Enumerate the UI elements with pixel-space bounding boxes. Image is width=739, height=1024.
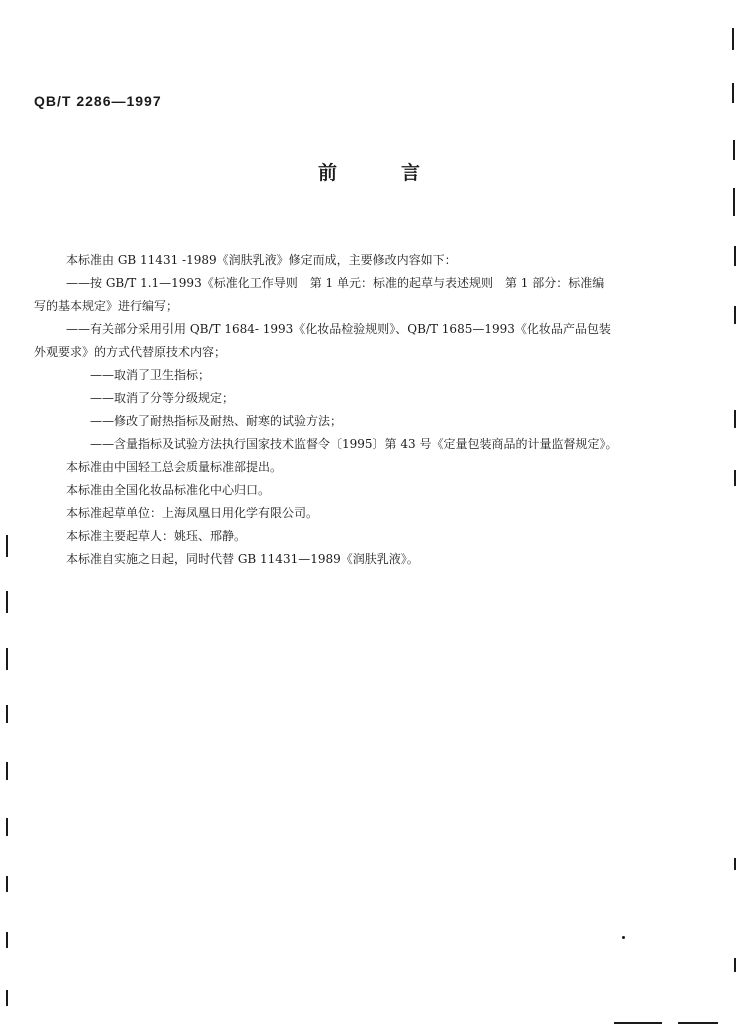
scan-mark-right bbox=[732, 28, 734, 50]
foreword-body bbox=[34, 249, 702, 571]
list-item: ——取消了卫生指标； bbox=[90, 368, 211, 382]
paragraph: 本标准由全国化妆品标准化中心归口。 bbox=[66, 483, 271, 497]
scan-speck bbox=[622, 936, 625, 939]
scan-mark-left bbox=[6, 762, 8, 780]
scan-mark-left bbox=[6, 876, 8, 892]
scan-mark-left bbox=[6, 591, 8, 613]
scan-mark-right bbox=[734, 958, 736, 972]
scan-mark-right bbox=[734, 470, 736, 486]
scan-mark-right bbox=[734, 306, 736, 324]
scan-mark-right bbox=[733, 188, 735, 216]
scan-mark-right bbox=[732, 83, 734, 103]
list-item-continuation: 写的基本规定》进行编写； bbox=[34, 299, 179, 313]
scan-mark-left bbox=[6, 705, 8, 723]
standard-code: QB/T 2286—1997 bbox=[34, 93, 162, 109]
list-item: ——修改了耐热指标及耐热、耐寒的试验方法； bbox=[90, 414, 343, 428]
scan-mark-right bbox=[734, 246, 736, 266]
paragraph: 本标准由中国轻工总会质量标准部提出。 bbox=[66, 460, 283, 474]
list-item: ——有关部分采用引用 QB/T 1684- 1993《化妆品检验规则》、QB/T 1685—1993《化妆品产品包装 bbox=[66, 322, 611, 336]
scan-mark-right bbox=[734, 858, 736, 870]
list-item: ——按 GB/T 1.1—1993《标准化工作导则 第 1 单元：标准的起草与表述规则 第 1 部分：标准编 bbox=[66, 276, 605, 290]
paragraph: 本标准主要起草人：姚珏、邢静。 bbox=[66, 529, 247, 543]
scan-mark-right bbox=[734, 410, 736, 428]
paragraph: 本标准自实施之日起，同时代替 GB 11431—1989《润肤乳液》。 bbox=[66, 552, 419, 566]
scan-mark-left bbox=[6, 932, 8, 948]
page-title: 前言 bbox=[318, 162, 485, 184]
paragraph: 本标准起草单位：上海凤凰日用化学有限公司。 bbox=[66, 506, 319, 520]
scan-mark-left bbox=[6, 648, 8, 670]
list-item: ——含量指标及试验方法执行国家技术监督令〔1995〕第 43 号《定量包装商品的计量监督规定》。 bbox=[90, 437, 618, 451]
scan-mark-right bbox=[733, 140, 735, 160]
scan-mark-left bbox=[6, 990, 8, 1006]
scan-mark-left bbox=[6, 818, 8, 836]
paragraph: 本标准由 GB 11431 -1989《润肤乳液》修定而成，主要修改内容如下： bbox=[66, 253, 457, 267]
scan-mark-left bbox=[6, 535, 8, 557]
list-item: ——取消了分等分级规定； bbox=[90, 391, 235, 405]
list-item-continuation: 外观要求》的方式代替原技术内容； bbox=[34, 345, 227, 359]
